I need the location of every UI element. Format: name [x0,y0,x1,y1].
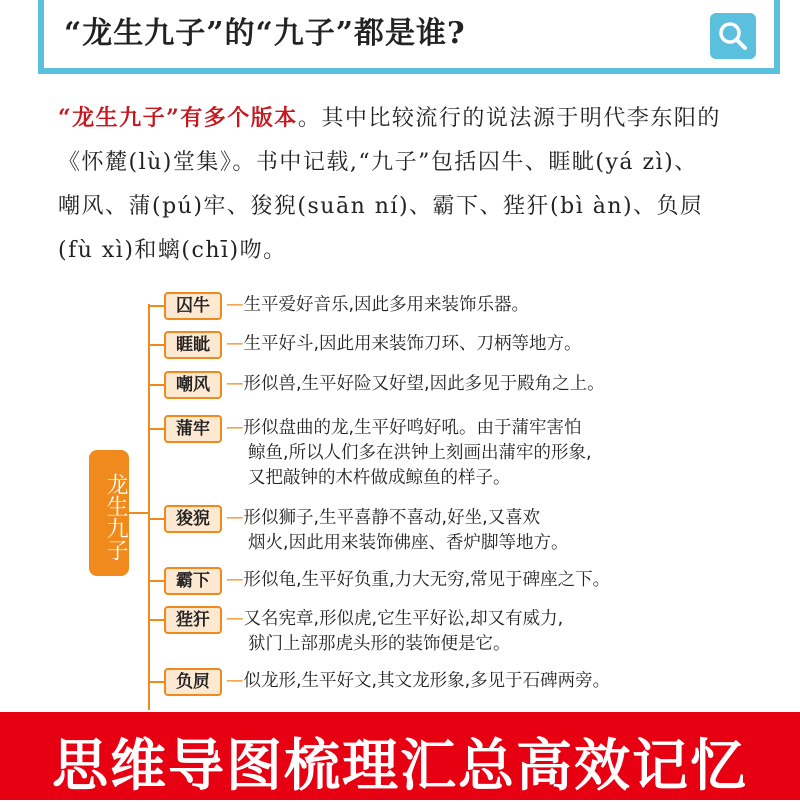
mindmap-description [226,669,766,694]
description-line: 生平爱好音乐,因此多用来装饰乐器。 [243,295,530,315]
description-line: 又名宪章,形似虎,它生平好讼,却又有威力, [243,609,564,629]
mindmap-description [226,332,766,357]
mindmap-branch [148,518,164,520]
connector-dash: — [226,418,244,438]
connector-dash: — [226,334,244,354]
intro-line-3: 嘲风、蒲(pú)牢、狻猊(suān ní)、霸下、狴犴(bì àn)、负屃 [58,194,704,219]
connector-dash: — [226,374,244,394]
mindmap-branch [148,619,164,621]
intro-highlight: “龙生九子”有多个版本 [58,105,298,131]
mindmap-branch [148,580,164,582]
mindmap-node: 狻猊 [164,505,222,533]
intro-line-2: 《怀麓(lù)堂集》。书中记载,“九子”包括囚牛、睚眦(yá zì)、 [58,150,698,175]
intro-paragraph [58,96,778,273]
mindmap-root: 龙生九子 [89,450,129,576]
mindmap-branch [148,681,164,683]
description-line: 形似龟,生平好负重,力大无穷,常见于碑座之下。 [243,570,611,590]
description-line: 形似狮子,生平喜静不喜动,好坐,又喜欢 [243,508,541,528]
mindmap-branch [148,384,164,386]
description-line: 似龙形,生平好文,其文龙形象,多见于石碑两旁。 [243,671,611,691]
mindmap-node: 负屃 [164,668,222,696]
mindmap-root-link [129,512,149,514]
mindmap-branch [148,344,164,346]
connector-dash: — [226,295,244,315]
intro-line-1-rest: 。其中比较流行的说法源于明代李东阳的 [297,106,721,131]
mindmap-branch [148,428,164,430]
description-line: 又把敲钟的木杵做成鲸鱼的样子。 [248,468,511,488]
mindmap-node: 囚牛 [164,292,222,320]
connector-dash: — [226,609,244,629]
description-line: 形似盘曲的龙,生平好鸣好吼。由于蒲牢害怕 [243,418,582,438]
mindmap-description [226,568,766,593]
connector-dash: — [226,508,244,528]
mindmap-node: 霸下 [164,567,222,595]
intro-line-4: (fù xì)和螭(chī)吻。 [58,238,287,263]
description-line: 鲸鱼,所以人们多在洪钟上刻画出蒲牢的形象, [248,443,592,463]
mindmap-node: 蒲牢 [164,415,222,443]
mindmap-node: 睚眦 [164,331,222,359]
search-button[interactable] [710,13,756,59]
mindmap-description [226,293,766,318]
mindmap-description [226,506,766,556]
mindmap-description [226,607,766,657]
question-title-box [38,0,780,74]
page-title: “龙生九子”的“九子”都是谁? [64,16,466,51]
intro-line-1 [58,96,778,141]
banner-text: 思维导图梳理汇总高效记忆 [52,734,748,799]
mindmap [0,280,800,710]
connector-dash: — [226,671,244,691]
search-icon [717,20,749,52]
description-line: 烟火,因此用来装饰佛座、香炉脚等地方。 [248,533,569,553]
mindmap-branch [148,305,164,307]
mindmap-description [226,416,766,491]
description-line: 狱门上部那虎头形的装饰便是它。 [248,634,511,654]
connector-dash: — [226,570,244,590]
mindmap-node: 狴犴 [164,606,222,634]
mindmap-description [226,372,766,397]
mindmap-node: 嘲风 [164,371,222,399]
mindmap-trunk [148,304,150,710]
description-line: 形似兽,生平好险又好望,因此多见于殿角之上。 [243,374,605,394]
promo-banner [0,712,800,800]
description-line: 生平好斗,因此用来装饰刀环、刀柄等地方。 [243,334,582,354]
